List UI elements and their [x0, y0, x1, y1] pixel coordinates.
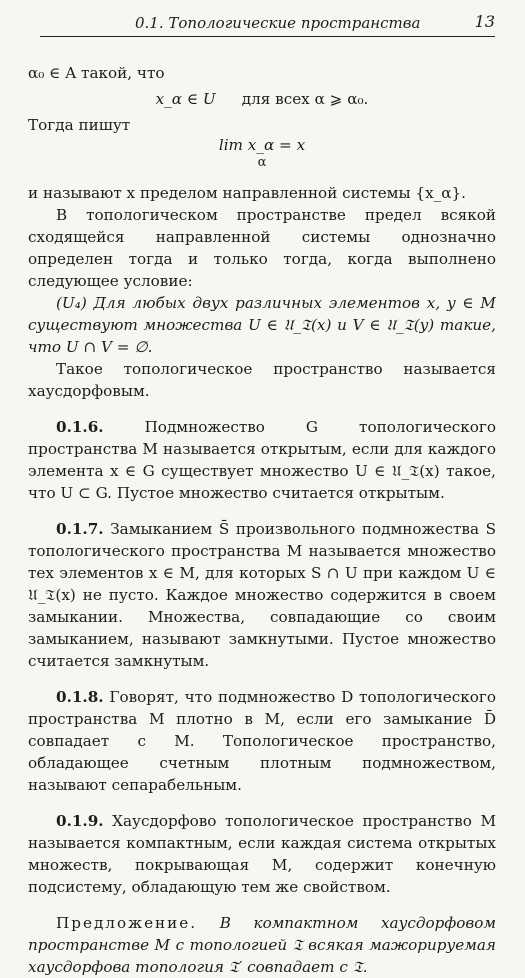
running-header — [40, 10, 495, 37]
proposition — [28, 912, 496, 978]
hausdorff-definition: Такое топологическое пространство называется хаусдорфовым. — [28, 360, 496, 400]
header-title: 0.1. Топологические пространства — [135, 14, 421, 32]
formula-1 — [28, 88, 496, 110]
section-0-1-8 — [28, 686, 496, 796]
section-number: 0.1.9. — [56, 812, 104, 830]
condition-u4: (U₄) Для любых двух различных элементов x, y ∈ M существуют множества U ∈ 𝔘_𝔗(x) и V ∈ 𝔘_𝔗(y) такие, что U ∩ V = ∅. — [28, 294, 496, 356]
page-number: 13 — [474, 12, 495, 31]
proposition-label: Предложение. — [56, 914, 198, 932]
section-text: Замыканием S̄ произвольного подмножества S топологического пространства M называется множество тех элементов x ∈ M, для которых S ∩ U при каждом U ∈ 𝔘_𝔗(x) не пусто. Каждое множество содержится в своем замыкании. Множества, совпадающие со своим замыканием, называют замкнутыми. Пустое множество считается замкнутым. — [28, 520, 497, 670]
formula-2-sub: α — [257, 155, 267, 170]
formula-1-left: x_α ∈ U — [155, 90, 216, 108]
proposition-text: В компактном хаусдорфовом пространстве M с топологией 𝔗 всякая мажорируемая хаусдорфова топология 𝔗′ совпадает с 𝔗. — [28, 914, 496, 976]
section-number: 0.1.8. — [56, 688, 104, 706]
formula-2 — [28, 134, 496, 174]
section-text: Говорят, что подмножество D топологического пространства M плотно в M, если его замыкание D̄ совпадает с M. Топологическое пространство, обладающее счетным плотным подмножеством, называют сепарабельным. — [28, 688, 497, 794]
line-a0: α₀ ∈ A такой, что — [28, 64, 165, 82]
hausdorff-intro: В топологическом пространстве предел всякой сходящейся направленной системы однозначно определен тогда и только тогда, когда выполнено следующее условие: — [28, 206, 496, 290]
section-text: Подмножество G топологического пространства M называется открытым, если для каждого элемента x ∈ G существует множество U ∈ 𝔘_𝔗(x) такое, что U ⊂ G. Пустое множество считается открытым. — [28, 418, 496, 502]
page-body — [28, 62, 496, 978]
section-number: 0.1.7. — [56, 520, 104, 538]
section-text: Хаусдорфово топологическое пространство M называется компактным, если каждая система открытых множеств, покрывающая M, содержит конечную подсистему, обладающую тем же свойством. — [28, 812, 496, 896]
then-write: Тогда пишут — [28, 116, 131, 134]
section-number: 0.1.6. — [56, 418, 104, 436]
formula-2-main: lim x_α = x — [218, 136, 306, 154]
limit-definition: и называют x пределом направленной системы {x_α}. — [28, 184, 466, 202]
formula-1-right: для всех α ⩾ α₀. — [241, 90, 369, 108]
section-0-1-7 — [28, 518, 496, 672]
section-0-1-9 — [28, 810, 496, 898]
section-0-1-6 — [28, 416, 496, 504]
